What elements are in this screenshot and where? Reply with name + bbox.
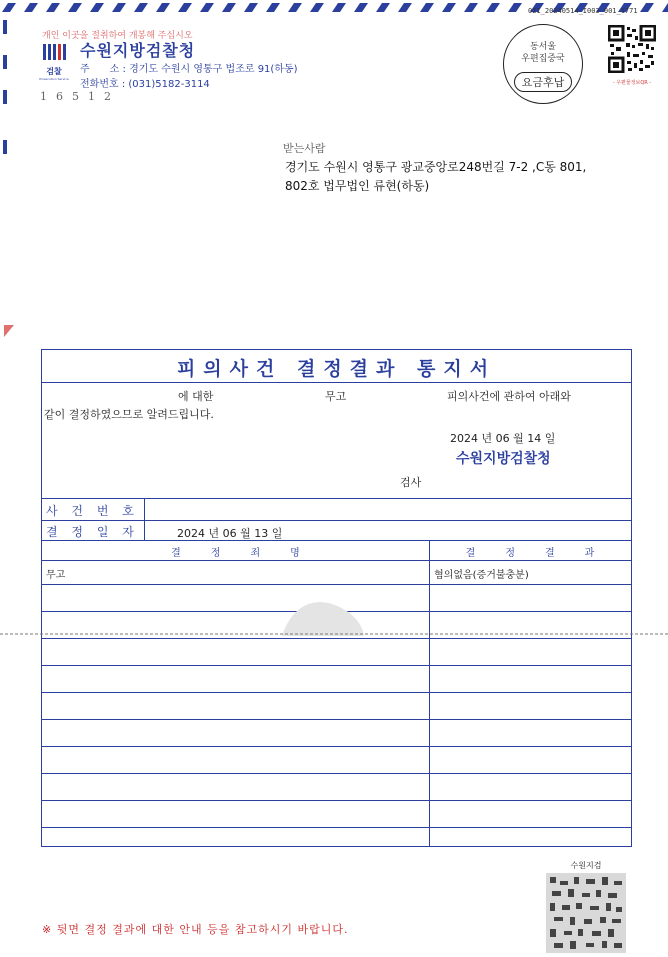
stamp-line1: 동서울 <box>529 42 557 52</box>
document-qr-icon <box>546 873 626 953</box>
footer-note: ※ 뒷면 결정 결과에 대한 안내 등을 참고하시기 바랍니다. <box>42 923 349 936</box>
recipient-line1: 경기도 수원시 영통구 광교중앙로248번길 7-2 ,C동 801, <box>285 160 587 174</box>
qr-caption: - 우편물정보QR - <box>612 80 652 86</box>
row-result: 혐의없음(증거불충분) <box>434 570 529 581</box>
document-title: 피의사건 결정결과 통지서 <box>176 358 497 380</box>
logo-text: 검찰 <box>46 67 62 76</box>
qr-code-icon <box>608 25 656 73</box>
recipient-label: 받는사람 <box>283 142 326 155</box>
address-label: 주 소 : <box>80 64 126 75</box>
col-result-header: 결 정 결 과 <box>465 548 595 559</box>
envelope-stripe-border-left <box>0 0 10 300</box>
prosecutor-label: 검사 <box>400 476 422 489</box>
prosecution-logo-icon <box>41 42 67 62</box>
intro-about: 에 대한 <box>178 390 214 403</box>
intro-rest: 피의사건에 관하여 아래와 <box>447 390 571 403</box>
envelope-qr-code <box>608 25 656 86</box>
phone-value: (031)5182-3114 <box>128 79 210 90</box>
tear-line <box>0 632 668 636</box>
tear-notice: 개인 이곳을 절취하여 개봉해 주십시오 <box>42 31 193 41</box>
office-name: 수원지방검찰청 <box>80 41 196 60</box>
phone-label: 전화번호 : <box>80 79 126 90</box>
col-charge-header: 결 정 죄 명 <box>171 548 300 559</box>
row-charge: 무고 <box>46 570 66 581</box>
recipient-line2: 802호 법무법인 류현(하동) <box>285 179 430 193</box>
qr-label: 수원지검 <box>570 861 602 870</box>
office-address <box>80 60 298 75</box>
document-qr <box>546 860 626 957</box>
corner-mark <box>4 325 14 337</box>
office-phone <box>80 75 210 90</box>
intro-charge: 무고 <box>325 390 347 403</box>
postal-code: 16512 <box>40 90 120 103</box>
stamp-line2: 우편집중국 <box>521 54 565 64</box>
postal-stamp <box>503 24 583 104</box>
intro-line2: 같이 결정하였으므로 알려드립니다. <box>44 408 214 421</box>
stamp-fee: 요금후납 <box>514 72 573 92</box>
reference-code: 021_20240514_I003_001_1771 <box>528 7 638 15</box>
decision-date-label: 결 정 일 자 <box>46 525 139 539</box>
issuer-office: 수원지방검찰청 <box>456 451 551 467</box>
logo-subtext: Prosecution Service <box>39 77 69 81</box>
case-number-label: 사 건 번 호 <box>46 504 139 518</box>
address-value: 경기도 수원시 영통구 법조로 91(하동) <box>129 64 298 75</box>
decision-date-value: 2024 년 06 월 13 일 <box>177 527 283 540</box>
notice-date: 2024 년 06 월 14 일 <box>450 432 556 445</box>
prosecution-logo <box>37 42 71 81</box>
notice-document <box>41 349 632 847</box>
recipient-address <box>285 158 586 196</box>
